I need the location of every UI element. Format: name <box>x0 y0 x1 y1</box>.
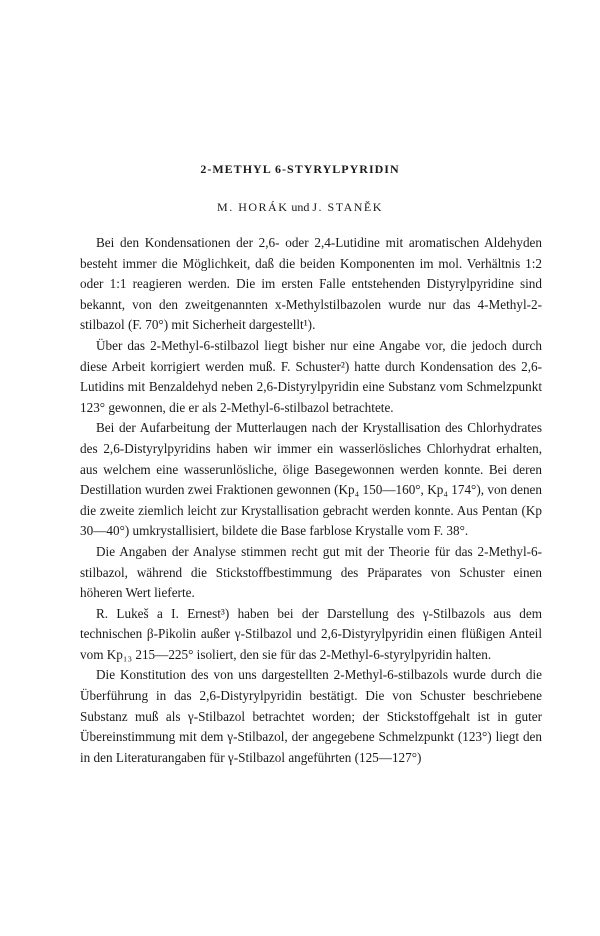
article-body <box>80 233 542 768</box>
author-first: M. HORÁK <box>217 200 289 214</box>
paragraph: Bei der Aufarbeitung der Mutterlaugen nach der Krystallisation des Chlorhydrates des 2,6-Distyrylpyridins haben wir immer ein wasserlösliches Chlorhydrat erhalten, aus welchem eine wasserunlösliche, ölige Basegewonnen werden konnte. Bei deren Destillation wurden zwei Fraktionen gewonnen (Kp₄ 150—160°, Kp₄ 174°), von denen die zweite ziemlich leicht zur Krystallisation gebracht werden konnte. Aus Pentan (Kp 30—40°) umkrystallisiert, bildete die Base farblose Krystalle vom F. 38°. <box>80 420 542 539</box>
author-second: J. STANĚK <box>312 200 383 214</box>
author-conjunction: und <box>291 200 310 214</box>
paragraph: Die Angaben der Analyse stimmen recht gut mit der Theorie für das 2-Methyl-6-stilbazol, während die Stickstoffbestimmung des Präparates von Schuster einen höheren Wert lieferte. <box>80 543 542 601</box>
paragraph: Bei den Kondensationen der 2,6- oder 2,4-Lutidine mit aromatischen Aldehyden besteht immer die Möglichkeit, daß die beiden Komponenten im mol. Verhältnis 1:2 oder 1:1 reagieren werden. Die im ersten Falle entstehenden Distyrylpyridine sind bekannt, von den zweitgenannten x-Methylstilbazolen wurde nur das 4-Methyl-2-stilbazol (F. 70°) mit Sicherheit dargestellt¹). <box>80 235 542 333</box>
paragraph: Die Konstitution des von uns dargestellten 2-Methyl-6-stilbazols wurde durch die Überführung in das 2,6-Distyrylpyridin bestätigt. Die von Schuster beschriebene Substanz muß als γ-Stilbazol betrachtet worden; der Stickstoffgehalt ist in guter Übereinstimmung mit dem γ-Stilbazol, der angegebene Schmelzpunkt (123°) liegt den in den Literaturangaben für γ-Stilbazol angeführten (125—127°) <box>80 667 542 765</box>
paragraph: R. Lukeš a I. Ernest³) haben bei der Darstellung des γ-Stilbazols aus dem technischen β-Pikolin außer γ-Stilbazol und 2,6-Distyrylpyridin einen flüßigen Anteil vom Kp₁₃ 215—225° isoliert, den sie für das 2-Methyl-6-styrylpyridin halten. <box>80 605 542 662</box>
paragraph: Über das 2-Methyl-6-stilbazol liegt bisher nur eine Angabe vor, die jedoch durch diese Arbeit korrigiert werden muß. F. Schuster²) hatte durch Kondensation des 2,6-Lutidins mit Benzaldehyd neben 2,6-Distyrylpyridin eine Substanz vom Schmelzpunkt 123° gewonnen, die er als 2-Methyl-6-stilbazol betrachtete. <box>80 337 542 415</box>
author-line <box>0 200 600 215</box>
article-title: 2-METHYL 6-STYRYLPYRIDIN <box>200 162 400 176</box>
